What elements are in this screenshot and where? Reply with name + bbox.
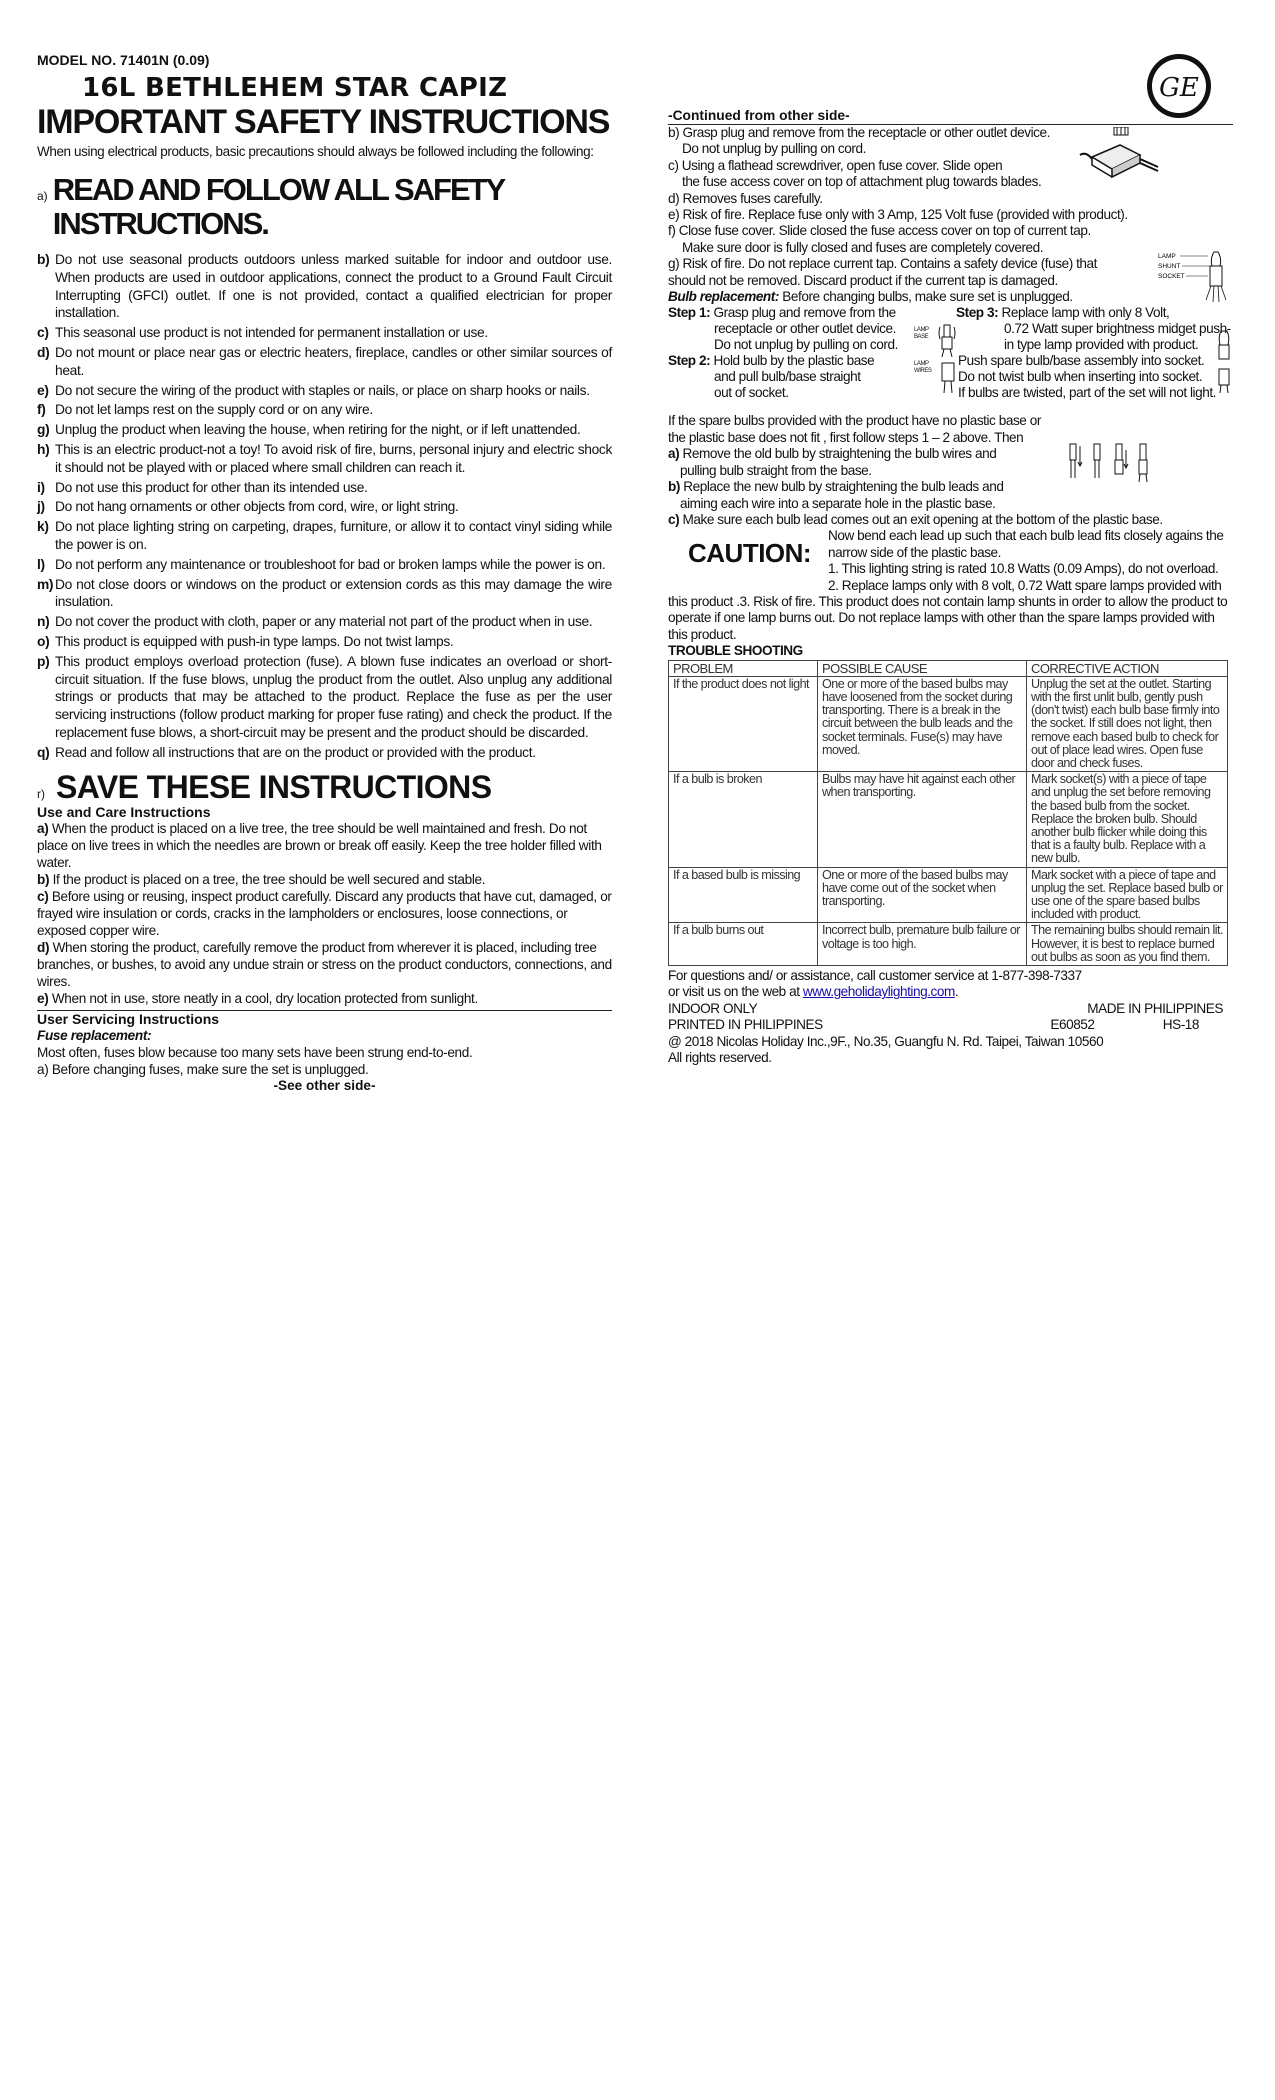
safety-list xyxy=(37,251,612,762)
table-row xyxy=(669,676,1228,771)
step3-line: If bulbs are twisted, part of the set will not light. xyxy=(958,385,1216,401)
item-letter: b) xyxy=(37,871,50,887)
use-care-heading: Use and Care Instructions xyxy=(37,803,211,820)
spare-steps xyxy=(668,446,1233,528)
fuse-step: d) Removes fuses carefully. xyxy=(668,190,823,206)
step3-line: Do not twist bulb when inserting into socket. xyxy=(958,369,1203,385)
spare-step-c xyxy=(668,512,1233,528)
lamp-wires-label: LAMP WIRES xyxy=(914,361,932,375)
code-e: E60852 xyxy=(1050,1017,1095,1033)
item-text: When not in use, store neatly in a cool, dry location protected from sunlight. xyxy=(51,990,478,1006)
step2-text: Hold bulb by the plastic base xyxy=(713,353,875,369)
item-letter: f) xyxy=(37,402,46,418)
table-header: CORRECTIVE ACTION xyxy=(1027,660,1228,676)
list-item xyxy=(37,939,612,990)
list-item xyxy=(37,633,612,651)
table-row xyxy=(669,923,1228,966)
left-column xyxy=(37,52,612,1093)
made-in: MADE IN PHILIPPINES xyxy=(1087,1000,1223,1016)
diagram-label-socket: SOCKET xyxy=(1158,273,1185,280)
caution-block xyxy=(668,528,1233,594)
fuse-step: f) Close fuse cover. Slide closed the fuse access cover on top of current tap. xyxy=(668,223,1091,239)
bulb-heading: Bulb replacement: xyxy=(668,289,779,305)
indoor-only: INDOOR ONLY xyxy=(668,1000,758,1016)
spare-line: If the spare bulbs provided with the product have no plastic base or xyxy=(668,413,1041,429)
step3-line: Push spare bulb/base assembly into socket. xyxy=(958,353,1205,369)
step1-line: Do not unplug by pulling on cord. xyxy=(714,337,898,353)
table-cell: Unplug the set at the outlet. Starting with the first unlit bulb, gently push (don't twist) each bulb base firmly into the socket. If still does not light, then remove each based bulb to check for out of place lead wires. Open fuse door and check fuses. xyxy=(1027,676,1228,771)
ge-logo-text: GE xyxy=(1159,73,1199,103)
item-letter: q) xyxy=(37,744,50,760)
item-letter: j) xyxy=(37,499,45,515)
item-letter: o) xyxy=(37,633,50,649)
list-item xyxy=(37,251,612,322)
website-link[interactable]: www.geholidaylighting.com xyxy=(802,984,955,1000)
table-header: POSSIBLE CAUSE xyxy=(818,660,1027,676)
right-column xyxy=(668,108,1233,1066)
table-cell: Mark socket(s) with a piece of tape and unplug the set before removing the based bulb from the socket. Replace the broken bulb. Should another bulb flicker while doing this that is a faulty bulb. Replace with a new bulb. xyxy=(1027,772,1228,867)
spare-a-label: a) xyxy=(668,446,680,462)
list-item xyxy=(37,498,612,516)
bulb-steps xyxy=(668,305,1233,413)
step3-line xyxy=(956,305,1169,321)
contact-line-2 xyxy=(668,984,1233,1000)
item-letter: m) xyxy=(37,576,54,592)
item-text: Do not cover the product with cloth, paper or any material not part of the product when in use. xyxy=(55,614,593,630)
table-cell: If a bulb is broken xyxy=(669,772,818,867)
fuse-step: Make sure door is fully closed and fuses are completely covered. xyxy=(682,239,1044,255)
fuse-step: the fuse access cover on top of attachment plug towards blades. xyxy=(682,174,1042,190)
item-text: When the product is placed on a live tree, the tree should be well maintained and fresh. Do not place on live trees in which the needles are brown or break off easily. Keep the tree holder filled with water. xyxy=(37,820,602,870)
rights: All rights reserved. xyxy=(668,1050,772,1066)
item-letter: e) xyxy=(37,990,49,1006)
caution-heading: CAUTION: xyxy=(688,538,812,569)
item-letter: p) xyxy=(37,653,50,669)
contact-line-1: For questions and/ or assistance, call customer service at 1-877-398-7337 xyxy=(668,968,1082,984)
spare-a-text: Remove the old bulb by straightening the bulb wires and xyxy=(682,446,997,462)
list-item xyxy=(37,744,612,762)
item-text: This product is equipped with push-in type lamps. Do not twist lamps. xyxy=(55,633,454,649)
bend-text: Now bend each lead up such that each bulb lead fits closely agains the narrow side of the plastic base. xyxy=(828,528,1224,560)
step1-line: receptacle or other outlet device. xyxy=(714,321,896,337)
item-text: Do not use this product for other than its intended use. xyxy=(55,479,368,495)
step3-line: in type lamp provided with product. xyxy=(1004,337,1199,353)
item-text: Read and follow all instructions that are on the product or provided with the product. xyxy=(55,744,536,760)
step3-line: 0.72 Watt super brightness midget push- xyxy=(1004,321,1231,337)
item-text: Do not let lamps rest on the supply cord or on any wire. xyxy=(55,402,373,418)
spare-line: the plastic base does not fit , first follow steps 1 – 2 above. Then xyxy=(668,429,1024,445)
item-text: When storing the product, carefully remove the product from wherever it is placed, including tree branches, or bushes, to avoid any undue strain or stress on the product conductors, connections, and wires. xyxy=(37,939,612,989)
spare-b-label: b) xyxy=(668,479,680,495)
spare-step-b-cont: aiming each wire into a separate hole in the plastic base. xyxy=(680,495,996,511)
save-heading: SAVE THESE INSTRUCTIONS xyxy=(56,768,492,805)
step3-text: Replace lamp with only 8 Volt, xyxy=(1001,305,1170,321)
table-cell: Mark socket with a piece of tape and unplug the set. Replace based bulb or use one of the spare based bulbs included with product. xyxy=(1027,867,1228,923)
step2-line: and pull bulb/base straight xyxy=(714,369,861,385)
footer-row-2 xyxy=(668,1017,1233,1033)
item-letter: c) xyxy=(37,325,49,341)
lamp-wires-icon xyxy=(940,361,956,395)
item-text: Do not close doors or windows on the product or extension cords as this may damage the wire insulation. xyxy=(55,576,612,610)
item-letter: n) xyxy=(37,614,50,630)
list-item xyxy=(37,324,612,342)
fuse-heading xyxy=(37,1027,612,1044)
item-letter: k) xyxy=(37,519,49,535)
caution-body xyxy=(828,528,1233,594)
fuse-step: c) Using a flathead screwdriver, open fuse cover. Slide open xyxy=(668,157,1003,173)
item-letter: a) xyxy=(37,820,49,836)
item-text: Do not perform any maintenance or troubleshoot for bad or broken lamps while the power is on. xyxy=(55,556,606,572)
save-label: r) xyxy=(37,786,45,801)
item-letter: b) xyxy=(37,252,50,267)
list-item xyxy=(37,421,612,439)
bulb-leads-diagram-icon xyxy=(1064,440,1164,484)
fuse-step: b) Grasp plug and remove from the receptacle or other outlet device. xyxy=(668,125,1050,140)
contact-prefix: or visit us on the web at xyxy=(668,984,803,1000)
read-label: a) xyxy=(37,189,48,203)
save-heading-row xyxy=(37,770,612,804)
main-title: IMPORTANT SAFETY INSTRUCTIONS xyxy=(37,103,610,141)
item-text: Do not use seasonal products outdoors unless marked suitable for indoor and outdoor use. When products are used in outdoor applications, connect the product to a Ground Fault Circuit Interrupting (GFCI) outlet. If one is not provided, contact a qualified electrician for proper installation. xyxy=(55,252,612,321)
use-care-list xyxy=(37,820,612,1007)
table-header-row xyxy=(669,660,1228,676)
item-letter: c) xyxy=(37,888,49,904)
spare-c-label: c) xyxy=(668,511,680,527)
list-item xyxy=(37,653,612,742)
servicing-heading: User Servicing Instructions xyxy=(37,1010,220,1027)
list-item xyxy=(37,479,612,497)
fuse-step: g) Risk of fire. Do not replace current tap. Contains a safety device (fuse) that xyxy=(668,256,1097,272)
table-row xyxy=(669,772,1228,867)
spare-step-a-cont: pulling bulb straight from the base. xyxy=(680,462,872,478)
table-cell: If the product does not light xyxy=(669,676,818,771)
list-item xyxy=(37,613,612,631)
continued-heading: -Continued from other side- xyxy=(668,108,1233,125)
list-item xyxy=(37,871,612,888)
item-letter: i) xyxy=(37,479,45,495)
caution-1: 1. This lighting string is rated 10.8 Watts (0.09 Amps), do not overload. xyxy=(828,561,1219,577)
table-cell: Bulbs may have hit against each other when transporting. xyxy=(818,772,1027,867)
spare-b-text: Replace the new bulb by straightening the bulb leads and xyxy=(683,479,1004,495)
fuse-step: e) Risk of fire. Replace fuse only with 3 Amp, 125 Volt fuse (provided with product). xyxy=(668,207,1128,223)
step1-line xyxy=(668,305,896,321)
list-item xyxy=(37,382,612,400)
table-cell: Incorrect bulb, premature bulb failure or voltage is too high. xyxy=(818,923,1027,966)
read-heading-row xyxy=(37,173,612,241)
list-item xyxy=(37,401,612,419)
item-text: This is an electric product-not a toy! To avoid risk of fire, burns, personal injury and electric shock it should not be played with or placed where small children can reach it. xyxy=(55,441,612,475)
step1-text: Grasp plug and remove from the xyxy=(713,305,896,321)
step2-line xyxy=(668,353,874,369)
lamp-base-label: LAMP BASE xyxy=(914,327,929,341)
item-letter: h) xyxy=(37,441,50,457)
spare-c-text: Make sure each bulb lead comes out an exit opening at the bottom of the plastic base. xyxy=(682,511,1163,527)
table-cell: If a based bulb is missing xyxy=(669,867,818,923)
item-letter: g) xyxy=(37,422,50,438)
fuse-step: Do not unplug by pulling on cord. xyxy=(682,141,866,157)
item-text: Do not secure the wiring of the product with staples or nails, or place on sharp hooks or nails. xyxy=(55,382,590,398)
bulb-replacement xyxy=(668,289,1233,305)
list-item xyxy=(37,576,612,612)
table-cell: One or more of the based bulbs may have loosened from the socket during transporting. There is a break in the circuit between the bulb leads and the socket terminals. Fuse(s) may have moved. xyxy=(818,676,1027,771)
read-heading: READ AND FOLLOW ALL SAFETY INSTRUCTIONS. xyxy=(52,172,504,241)
item-text: Before using or reusing, inspect product carefully. Discard any products that have cut, damaged, or frayed wire insulation or cords, cracks in the lampholders or enclosures, loose connections, or exposed copper wire. xyxy=(37,888,612,938)
footer-row-1 xyxy=(668,1001,1233,1017)
item-text: Unplug the product when leaving the house, when retiring for the night, or if left unattended. xyxy=(55,422,581,438)
table-cell: The remaining bulbs should remain lit. However, it is best to replace burned out bulbs as soon as you find them. xyxy=(1027,923,1228,966)
caution-2: 2. Replace lamps only with 8 volt, 0.72 Watt spare lamps provided with xyxy=(828,577,1222,593)
item-text: Do not hang ornaments or other objects from cord, wire, or light string. xyxy=(55,499,459,515)
table-row xyxy=(669,867,1228,923)
bulb-intro: Before changing bulbs, make sure set is unplugged. xyxy=(778,289,1073,305)
troubleshooting-table xyxy=(668,660,1228,966)
see-other-side: -See other side- xyxy=(273,1077,376,1093)
list-item xyxy=(37,888,612,939)
product-title: 16L BETHLEHEM STAR CAPIZ xyxy=(82,73,508,103)
copyright: @ 2018 Nicolas Holiday Inc.,9F., No.35, Guangfu N. Rd. Taipei, Taiwan 10560 xyxy=(668,1033,1104,1049)
list-item xyxy=(37,441,612,477)
table-cell: One or more of the based bulbs may have come out of the socket when transporting. xyxy=(818,867,1027,923)
intro-text: When using electrical products, basic precautions should always be followed including the following: xyxy=(37,144,594,159)
bulb-socket-icon xyxy=(1216,329,1232,395)
table-cell: If a bulb burns out xyxy=(669,923,818,966)
table-header: PROBLEM xyxy=(669,660,818,676)
list-item xyxy=(37,990,612,1007)
printed-in: PRINTED IN PHILIPPINES xyxy=(668,1017,823,1033)
item-letter: e) xyxy=(37,382,49,398)
fuse-text: Most often, fuses blow because too many sets have been strung end-to-end. xyxy=(37,1044,473,1060)
fuse-step: should not be removed. Discard product if the current tap is damaged. xyxy=(668,272,1058,288)
diagram-label-shunt: SHUNT xyxy=(1158,263,1181,270)
code-hs: HS-18 xyxy=(1162,1017,1199,1033)
item-text: Do not mount or place near gas or electric heaters, fireplace, candles or other similar sources of heat. xyxy=(55,344,612,378)
step3-label: Step 3: xyxy=(956,305,999,321)
step2-line: out of socket. xyxy=(714,385,789,401)
lamp-base-icon xyxy=(938,323,956,357)
caution-rest: this product .3. Risk of fire. This product does not contain lamp shunts in order to allow the product to operate if one lamp burns out. Do not replace lamps with other than the spare lamps provided with this product. xyxy=(668,593,1228,642)
fuse-step-a: a) Before changing fuses, make sure the set is unplugged. xyxy=(37,1061,369,1077)
item-letter: d) xyxy=(37,344,50,360)
step1-label: Step 1: xyxy=(668,305,711,321)
list-item xyxy=(37,518,612,554)
trouble-heading: TROUBLE SHOOTING xyxy=(668,643,803,659)
item-letter: d) xyxy=(37,939,50,955)
fuse-steps-block xyxy=(668,125,1233,289)
diagram-label-lamp: LAMP xyxy=(1158,253,1176,260)
list-item xyxy=(37,344,612,380)
item-text: Do not place lighting string on carpeting, drapes, furniture, or allow it to contact vinyl siding while the power is on. xyxy=(55,519,612,552)
item-text: If the product is placed on a tree, the tree should be well secured and stable. xyxy=(52,871,486,887)
item-letter: l) xyxy=(37,556,45,572)
item-text: This product employs overload protection (fuse). A blown fuse indicates an overload or short-circuit situation. If the fuse blows, unplug the product from the outlet. Also unplug any additional strings or products that may be attached to the product. Replace the fuse as per the user servicing instructions (follow product marking for proper fuse rating) and check the product. If the replacement fuse blows, a short-circuit may be present and the product should be discarded. xyxy=(55,653,612,740)
list-item xyxy=(37,820,612,871)
contact-suffix: . xyxy=(954,984,959,1000)
step2-label: Step 2: xyxy=(668,353,711,369)
model-number: MODEL NO. 71401N (0.09) xyxy=(37,52,210,68)
item-text: This seasonal use product is not intended for permanent installation or use. xyxy=(55,325,488,341)
list-item xyxy=(37,556,612,574)
lamp-shunt-socket-diagram-icon xyxy=(1156,250,1232,304)
plug-diagram-icon xyxy=(1078,127,1168,185)
fuse-heading-text: Fuse replacement: xyxy=(37,1027,152,1043)
